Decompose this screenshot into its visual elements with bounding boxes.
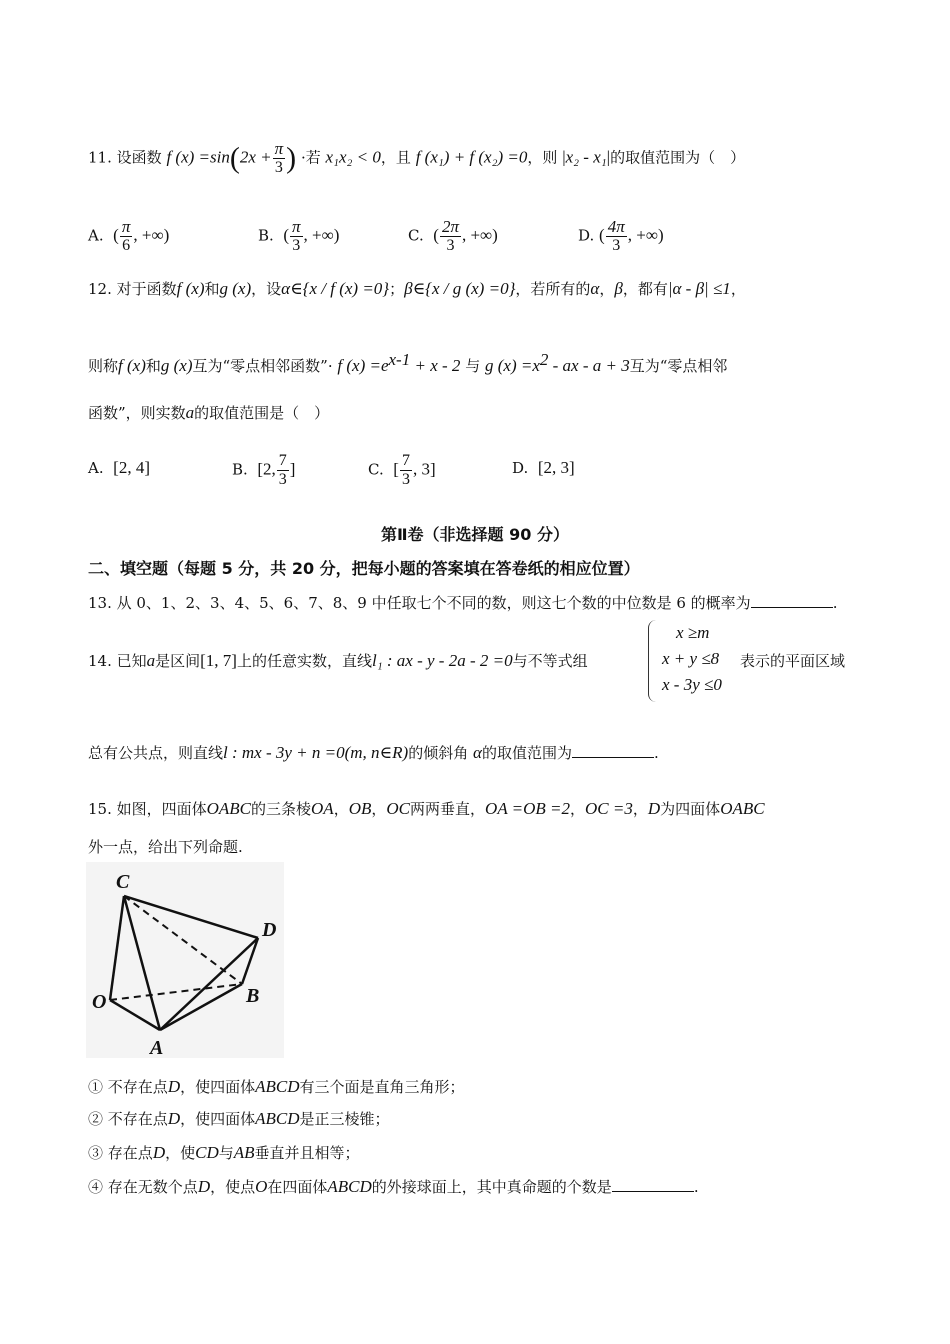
- q12-option-d: D. [2, 3]: [512, 458, 575, 477]
- q11-option-d: D. ( $\frac{4\pi}{3}$ , +∞): [578, 217, 664, 254]
- q11-number: 11.: [88, 148, 112, 167]
- q14-answer-blank: [572, 743, 654, 758]
- q15-item-2: ② 不存在点D，使四面体ABCD是正三棱锥；: [88, 1109, 390, 1128]
- q12-stem-line1: 12. 对于函数f (x)和g (x)，设α∈{x / f (x) =0}；β∈{x / g (x) =0}，若所有的α，β，都有|α - β| ≤1，: [88, 279, 746, 298]
- q12-option-c: C. [ $\frac{7}{3}$ , 3]: [368, 452, 436, 488]
- q15-stem-line2: 外一点，给出下列命题.: [88, 838, 243, 856]
- tetrahedron-figure: [86, 862, 284, 1058]
- section-title: 第Ⅱ卷（非选择题 90 分）: [381, 525, 569, 544]
- q13-answer-blank: [751, 593, 833, 608]
- q14-stem-line1: 14. 已知a是区间[1, 7]上的任意实数，直线l₁ : ax - y - 2a - 2 =0与不等式组: [88, 651, 588, 670]
- q13-stem: 13. 从 0、1、2、3、4、5、6、7、8、9 中任取七个不同的数，则这七个数的中位数是 6 的概率为 .: [88, 594, 838, 612]
- q12-option-b: B. [2, $\frac{7}{3}$ ]: [232, 452, 296, 488]
- q15-stem-line1: 15. 如图，四面体OABC的三条棱OA，OB，OC两两垂直，OA =OB =2，OC =3，D为四面体OABC: [88, 799, 765, 818]
- q14-inequality-system: x ≥m x + y ≤8 x - 3y ≤0: [662, 623, 722, 694]
- label-C: C: [116, 871, 130, 893]
- q14-region-text: 表示的平面区域: [740, 652, 846, 670]
- q14-inequality-brace: [648, 620, 659, 702]
- q15-answer-blank: [612, 1177, 694, 1192]
- q11-option-b: B. ( $\frac{\pi}{3}$ , +∞): [258, 217, 340, 254]
- label-B: B: [246, 985, 260, 1007]
- fill-heading: 二、填空题（每题 5 分，共 20 分，把每小题的答案填在答卷纸的相应位置）: [88, 559, 640, 578]
- q12-stem-line2: 则称f (x)和g (x)互为“零点相邻函数”· f $(x) =e^{x-1} + x - 2$ 与 g $(x) =x^2$ - ax - a + 3互为“零点相邻: [88, 350, 728, 375]
- q12-stem-line3: 函数”，则实数a的取值范围是（ ）: [88, 403, 330, 422]
- q14-stem-line2: 总有公共点，则直线l : mx - 3y + n =0(m, n∈R)的倾斜角 α的取值范围为 .: [88, 743, 659, 762]
- label-A: A: [150, 1037, 164, 1058]
- q15-item-3: ③ 存在点D，使CD与AB垂直并且相等；: [88, 1143, 360, 1162]
- q15-item-4: ④ 存在无数个点D，使点O在四面体ABCD的外接球面上，其中真命题的个数是 .: [88, 1177, 699, 1196]
- q11-option-a: A. ( $\frac{\pi}{6}$ , +∞): [88, 217, 170, 254]
- q11-stem: 11. 设函数 f (x) =sin(2x + $\frac{\pi}{3}$ ) ·若 x₁x₂ < 0，且 f (x₁) + f (x₂) =0，则 |x₂ - x₁|的取值范围为（ ）: [88, 139, 746, 176]
- q11-option-c: C. ( $\frac{2\pi}{3}$ , +∞): [408, 217, 498, 254]
- q12-option-a: A. [2, 4]: [88, 458, 150, 477]
- label-O: O: [92, 991, 107, 1013]
- q15-item-1: ① 不存在点D，使四面体ABCD有三个面是直角三角形；: [88, 1077, 465, 1096]
- label-D: D: [262, 919, 277, 941]
